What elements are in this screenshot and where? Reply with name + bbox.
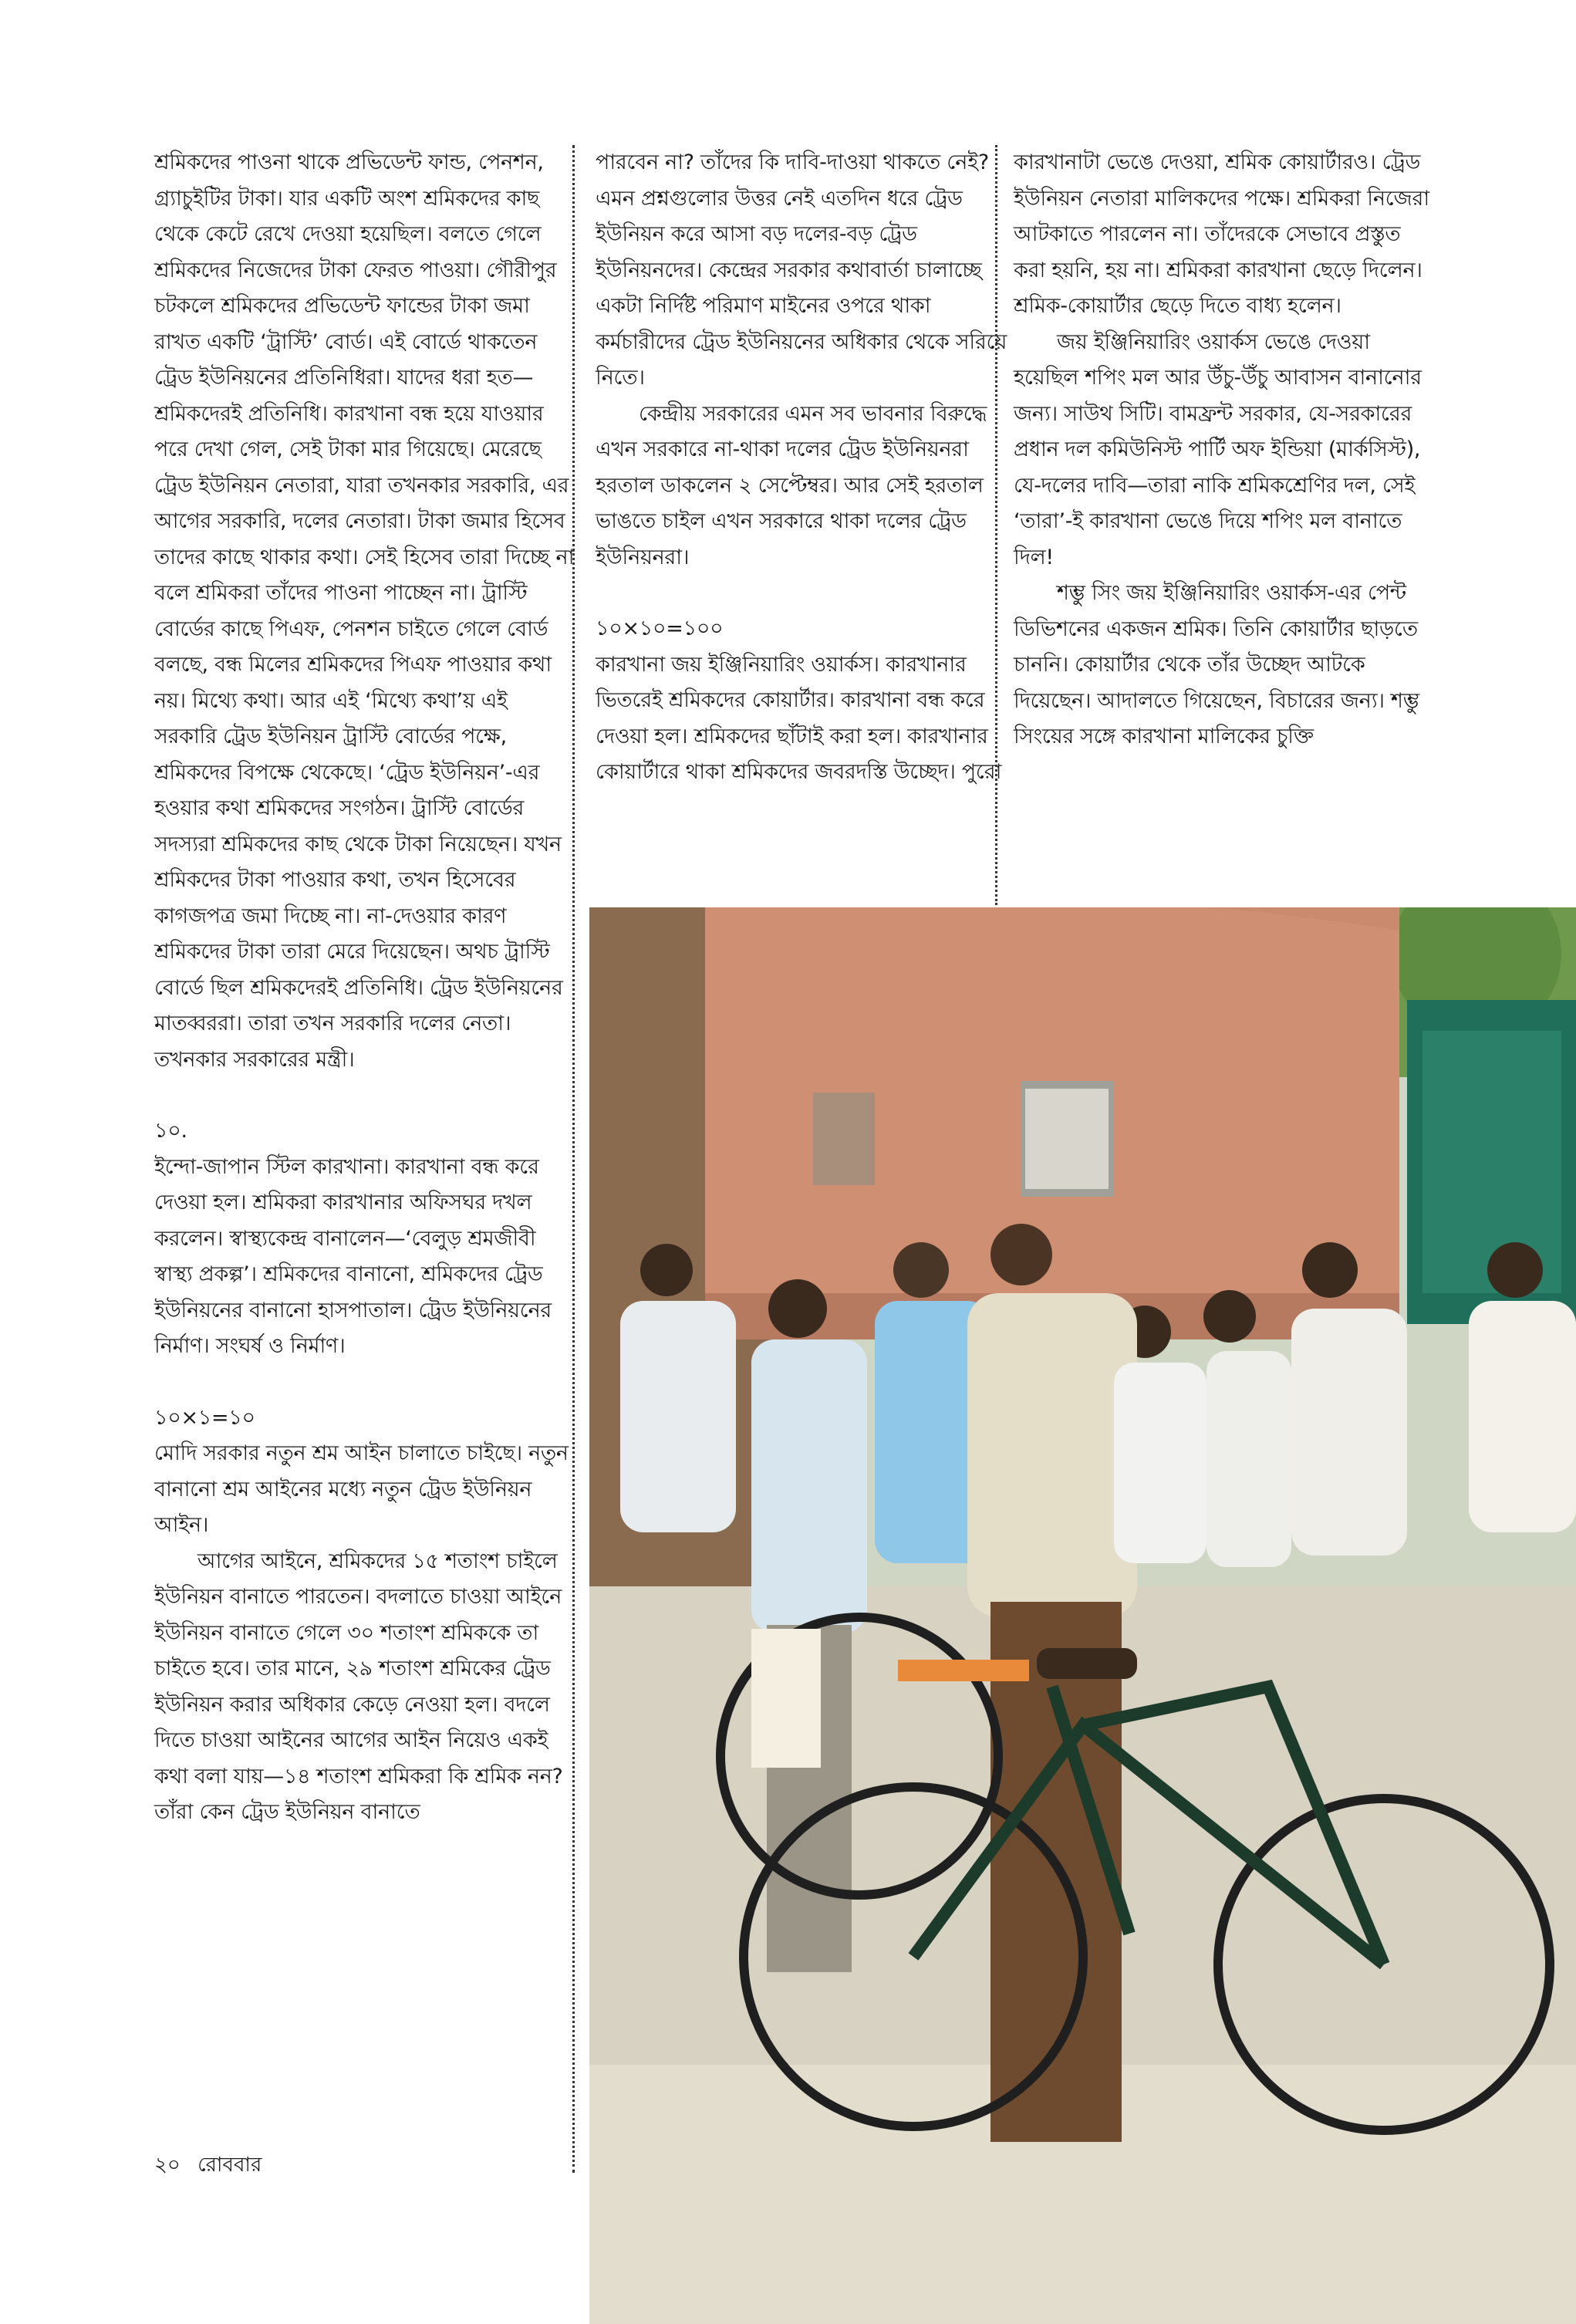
paragraph: কারখানাটা ভেঙে দেওয়া, শ্রমিক কোয়ার্টারও। ট্রেড ইউনিয়ন নেতারা মালিকদের পক্ষে। শ্রমিকরা নিজেরা আটকাতে পারলেন না। তাঁদেরকে সেভাবে প্রস্তুত করা হয়নি, হয় না। শ্রমিকরা কারখানা ছেড়ে দিলেন। শ্রমিক-কোয়ার্টার ছেড়ে দিতে বাধ্য হলেন। (1014, 150, 1429, 318)
page-footer (154, 2149, 272, 2183)
paragraph: জয় ইঞ্জিনিয়ারিং ওয়ার্কস ভেঙে দেওয়া হয়েছিল শপিং মল আর উঁচু-উঁচু আবাসন বানানোর জন্য। সাউথ সিটি। বামফ্রন্ট সরকার, যে-সরকারের প্রধান দল কমিউনিস্ট পার্টি অফ ইন্ডিয়া (মার্কসিস্ট), যে-দলের দাবি—তারা নাকি শ্রমিকশ্রেণির দল, সেই ‘তারা’-ই কারখানা ভেঙে দিয়ে শপিং মল বানাতে দিল! (1014, 329, 1422, 569)
text-column-3 (1014, 145, 1434, 755)
spacer (154, 1078, 575, 1113)
text-column-1 (154, 145, 575, 1831)
paragraph: পারবেন না? তাঁদের কি দাবি-দাওয়া থাকতে নেই? এমন প্রশ্নগুলোর উত্তর নেই এতদিন ধরে ট্রেড ইউনিয়ন করে আসা বড় দলের-বড় ট্রেড ইউনিয়নদের। কেন্দ্রের সরকার কথাবার্তা চালাচ্ছে একটা নির্দিষ্ট পরিমাণ মাইনের ওপরে থাকা কর্মচারীদের ট্রেড ইউনিয়নের অধিকার থেকে সরিয়ে নিতে। (596, 150, 1007, 390)
paragraph: মোদি সরকার নতুন শ্রম আইন চালাতে চাইছে। নতুন বানানো শ্রম আইনের মধ্যে নতুন ট্রেড ইউনিয়ন আইন। (154, 1441, 569, 1537)
section-heading: ১০×১০=১০০ (596, 616, 724, 640)
spacer (154, 1365, 575, 1400)
spacer (596, 576, 1016, 611)
column-divider (995, 145, 997, 905)
street-photo (589, 907, 1576, 2324)
paragraph: আগের আইনে, শ্রমিকদের ১৫ শতাংশ চাইলে ইউনিয়ন বানাতে পারতেন। বদলাতে চাওয়া আইনে ইউনিয়ন বানাতে গেলে ৩০ শতাংশ শ্রমিককে তা চাইতে হবে। তার মানে, ২৯ শতাংশ শ্রমিকের ট্রেড ইউনিয়ন করার অধিকার কেড়ে নেওয়া হল। বদলে দিতে চাওয়া আইনের আগের আইন নিয়েও একই কথা বলা যায়—১৪ শতাংশ শ্রমিকরা কি শ্রমিক নন? তাঁরা কেন ট্রেড ইউনিয়ন বানাতে (154, 1549, 563, 1824)
section-number: ১০. (154, 1119, 187, 1143)
column-divider (572, 145, 575, 2173)
photo-illustration (589, 907, 1576, 2324)
paragraph: শম্ভু সিং জয় ইঞ্জিনিয়ারিং ওয়ার্কস-এর পেন্ট ডিভিশনের একজন শ্রমিক। তিনি কোয়ার্টার ছাড়তে চাননি। কোয়ার্টার থেকে তাঁর উচ্ছেদ আটকে দিয়েছেন। আদালতে গিয়েছেন, বিচারের জন্য। শম্ভু সিংয়ের সঙ্গে কারখানা মালিকের চুক্তি (1014, 581, 1419, 748)
magazine-name: রোববার (197, 2153, 262, 2177)
paragraph: কেন্দ্রীয় সরকারের এমন সব ভাবনার বিরুদ্ধে এখন সরকারে না-থাকা দলের ট্রেড ইউনিয়নরা হরতাল ডাকলেন ২ সেপ্টেম্বর। আর সেই হরতাল ভাঙতে চাইল এখন সরকারে থাকা দলের ট্রেড ইউনিয়নরা। (596, 401, 987, 569)
text-column-2 (596, 145, 1016, 791)
page-number: ২০ (154, 2153, 181, 2177)
paragraph: শ্রমিকদের পাওনা থাকে প্রভিডেন্ট ফান্ড, পেনশন, গ্র্যাচুইটির টাকা। যার একটি অংশ শ্রমিকদের কাছ থেকে কেটে রেখে দেওয়া হয়েছিল। বলতে গেলে শ্রমিকদের নিজেদের টাকা ফেরত পাওয়া। গৌরীপুর চটকলে শ্রমিকদের প্রভিডেন্ট ফান্ডের টাকা জমা রাখত একটি ‘ট্রাস্টি’ বোর্ড। এই বোর্ডে থাকতেন ট্রেড ইউনিয়নের প্রতিনিধিরা। যাদের ধরা হত—শ্রমিকদেরই প্রতিনিধি। কারখানা বন্ধ হয়ে যাওয়ার পরে দেখা গেল, সেই টাকা মার গিয়েছে। মেরেছে ট্রেড ইউনিয়ন নেতারা, যারা তখনকার সরকারি, এর আগের সরকারি, দলের নেতারা। টাকা জমার হিসেব তাদের কাছে থাকার কথা। সেই হিসেব তারা দিচ্ছে না বলে শ্রমিকরা তাঁদের পাওনা পাচ্ছেন না। ট্রাস্টি বোর্ডের কাছে পিএফ, পেনশন চাইতে গেলে বোর্ড বলছে, বন্ধ মিলের শ্রমিকদের পিএফ পাওয়ার কথা নয়। মিথ্যে কথা। আর এই ‘মিথ্যে কথা’য় এই সরকারি ট্রেড ইউনিয়ন ট্রাস্টি বোর্ডের পক্ষে, শ্রমিকদের বিপক্ষে থেকেছে। ‘ট্রেড ইউনিয়ন’-এর হওয়ার কথা শ্রমিকদের সংগঠন। ট্রাস্টি বোর্ডের সদস্যরা শ্রমিকদের কাছ থেকে টাকা নিয়েছেন। যখন শ্রমিকদের টাকা পাওয়ার কথা, তখন হিসেবের কাগজপত্র জমা দিচ্ছে না। না-দেওয়ার কারণ শ্রমিকদের টাকা তারা মেরে দিয়েছেন। অথচ ট্রাস্টি বোর্ডে ছিল শ্রমিকদেরই প্রতিনিধি। ট্রেড ইউনিয়নের মাতব্বররা। তারা তখন সরকারি দলের নেতা। তখনকার সরকারের মন্ত্রী। (154, 150, 575, 1072)
paragraph: কারখানা জয় ইঞ্জিনিয়ারিং ওয়ার্কস। কারখানার ভিতরেই শ্রমিকদের কোয়ার্টার। কারখানা বন্ধ করে দেওয়া হল। শ্রমিকদের ছাঁটাই করা হল। কারখানার কোয়ার্টারে থাকা শ্রমিকদের জবরদস্তি উচ্ছেদ। পুরো (596, 652, 1002, 784)
section-heading: ১০×১=১০ (154, 1405, 255, 1430)
paragraph: ইন্দো-জাপান স্টিল কারখানা। কারখানা বন্ধ করে দেওয়া হল। শ্রমিকরা কারখানার অফিসঘর দখল করলেন। স্বাস্থ্যকেন্দ্র বানালেন—‘বেলুড় শ্রমজীবী স্বাস্থ্য প্রকল্প’। শ্রমিকদের বানানো, শ্রমিকদের ট্রেড ইউনিয়নের বানানো হাসপাতাল। ট্রেড ইউনিয়নের নির্মাণ। সংঘর্ষ ও নির্মাণ। (154, 1154, 552, 1358)
